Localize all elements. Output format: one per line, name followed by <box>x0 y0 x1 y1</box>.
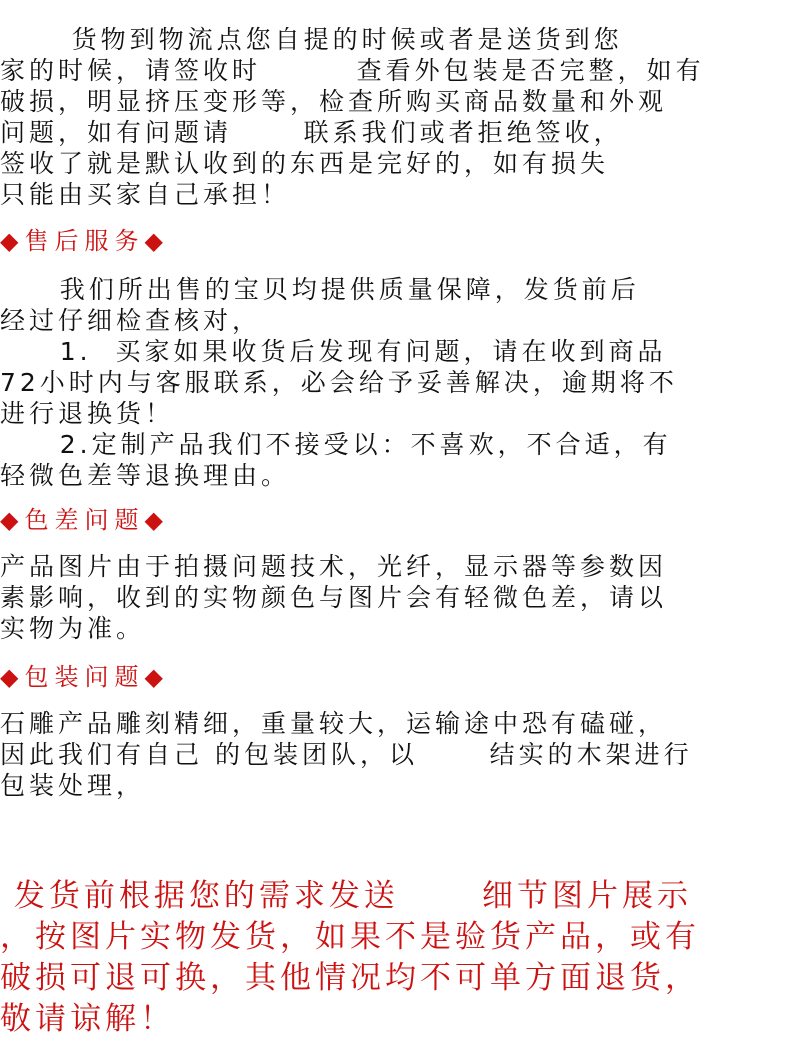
color-difference-heading: ◆色差问题◆ <box>0 506 169 534</box>
packaging-line: 包装处理， <box>0 771 146 800</box>
color-difference-line: 实物为准。 <box>0 614 146 643</box>
packaging-line: 石雕产品雕刻精细，重量较大，运输途中恐有磕碰， <box>0 709 668 738</box>
delivery-notice-line: 签收了就是默认收到的东西是完好的，如有损失 <box>0 149 610 178</box>
delivery-notice-line: 家的时候，请签收时 查看外包装是否完整，如有 <box>0 56 705 85</box>
packaging-line: 因此我们有自己 的包装团队，以 结实的木架进行 <box>0 740 693 769</box>
after-sales-line: 我们所出售的宝贝均提供质量保障，发货前后 <box>0 275 640 304</box>
after-sales-line: 轻微色差等退换理由。 <box>0 461 291 490</box>
shipping-notice-line: 破损可退可换，其他情况均不可单方面退货， <box>0 960 700 996</box>
color-difference-line: 素影响，收到的实物颜色与图片会有轻微色差，请以 <box>0 583 668 612</box>
after-sales-line: 2.定制产品我们不接受以：不喜欢，不合适，有 <box>0 430 672 459</box>
after-sales-line: 1. 买家如果收货后发现有问题，请在收到商品 <box>0 337 667 366</box>
delivery-notice-line: 问题，如有问题请 联系我们或者拒绝签收， <box>0 118 623 147</box>
color-difference-line: 产品图片由于拍摄问题技术，光纤，显示器等参数因 <box>0 552 668 581</box>
after-sales-line: 进行退换货！ <box>0 399 175 428</box>
after-sales-heading: ◆售后服务◆ <box>0 227 169 255</box>
shipping-notice-line: 发货前根据您的需求发送 细节图片展示 <box>0 878 692 914</box>
shipping-notice-line: ，按图片实物发货，如果不是验货产品，或有 <box>0 919 700 955</box>
delivery-notice-line: 破损，明显挤压变形等，检查所购买商品数量和外观 <box>0 87 668 116</box>
delivery-notice-line: 只能由买家自己承担！ <box>0 180 291 209</box>
after-sales-line: 72小时内与客服联系，必会给予妥善解决，逾期将不 <box>0 368 678 397</box>
after-sales-line: 经过仔细检查核对， <box>0 306 262 335</box>
shipping-notice-line: 敬请谅解！ <box>0 1001 175 1037</box>
delivery-notice-line: 货物到物流点您自提的时候或者是送货到您 <box>0 25 623 54</box>
packaging-heading: ◆包装问题◆ <box>0 663 169 691</box>
